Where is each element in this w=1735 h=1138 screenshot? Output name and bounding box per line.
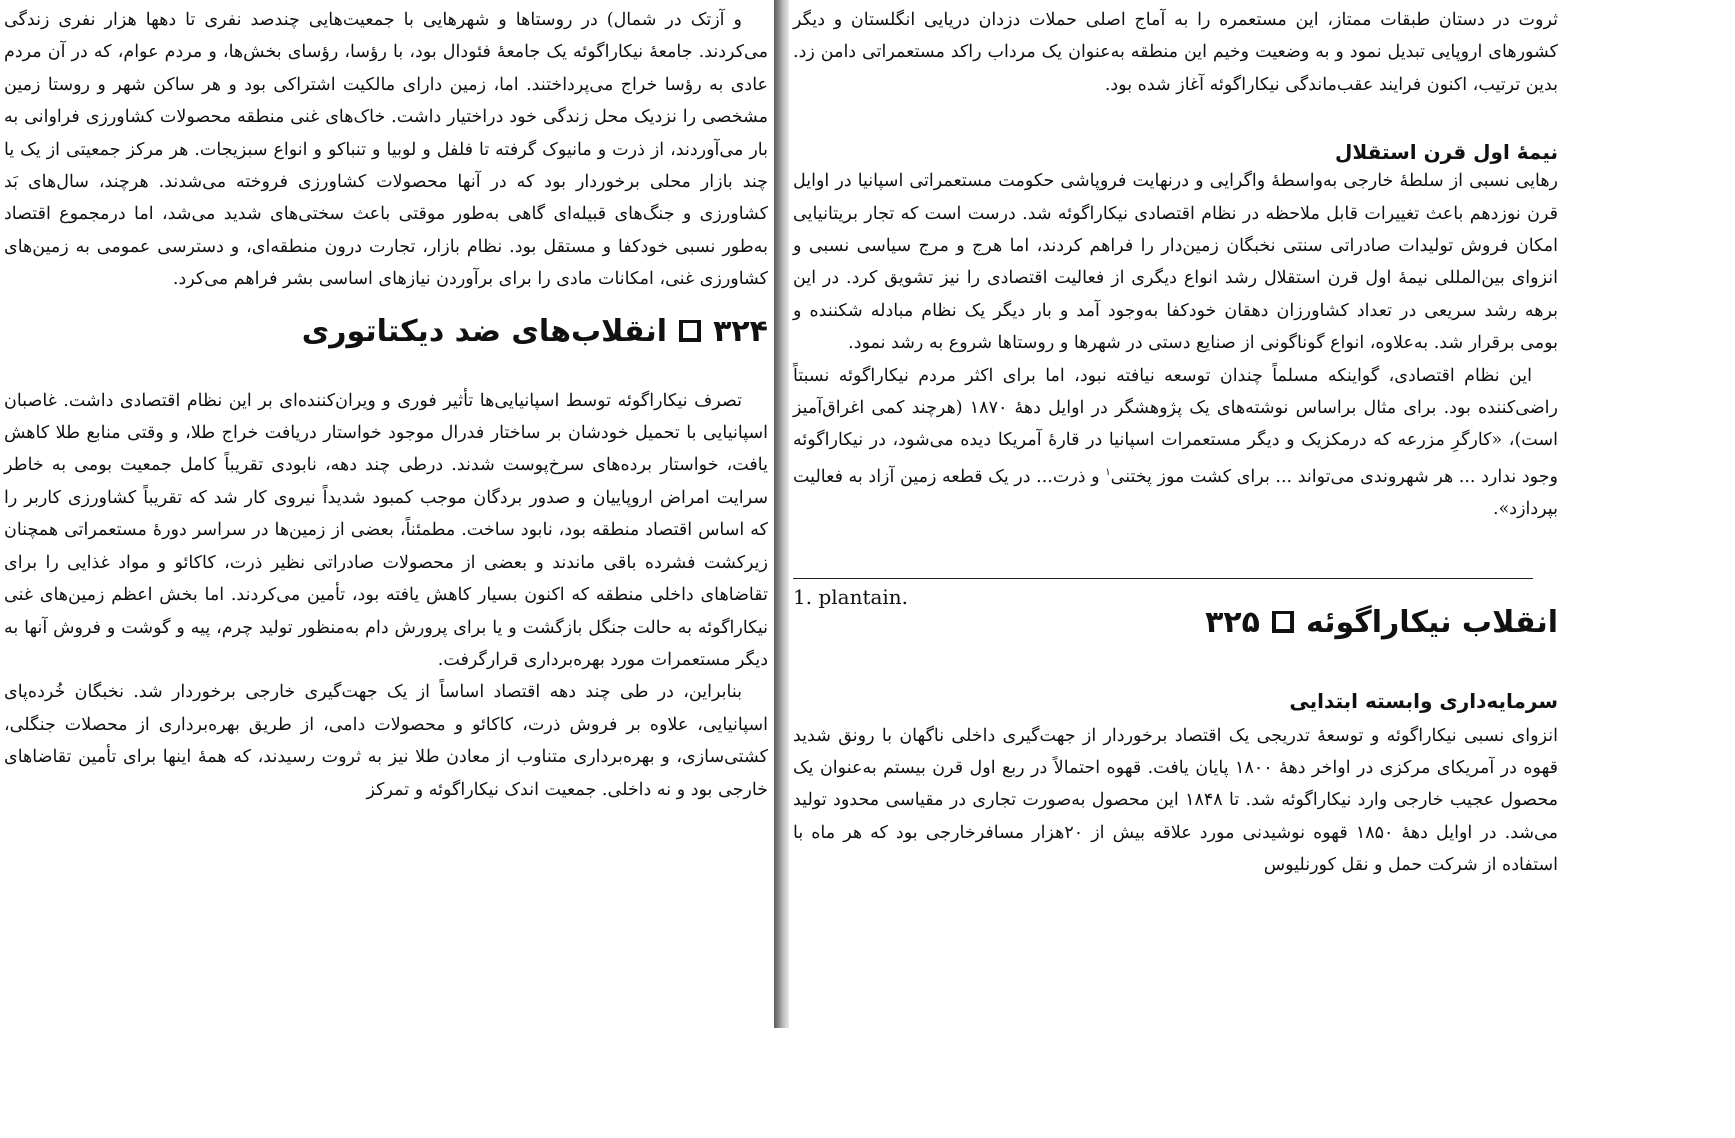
- section-number: ۳۲۵: [1205, 604, 1260, 640]
- book-gutter: [774, 0, 789, 1028]
- left-paragraph-1: و آزتک در شمال) در روستاها و شهرهایی با جمعیت‌هایی چندصد نفری تا دهها هزار نفری زندگی می‌کردند. جامعهٔ نیکاراگوئه یک جامعهٔ فئودال بود، با رؤسا، رؤسای بخش‌ها، و مردم عوام، که در آن مردم عادی به رؤسا خراج می‌پرداختند. اما، زمین دارای مالکیت اشتراکی بود و هر ساکن شهر و روستا زمین مشخصی را نزدیک محل زندگی خود دراختیار داشت. خاک‌های غنی منطقه محصولات کشاورزی فراوانی به بار می‌آوردند، از ذرت و مانیوک گرفته تا فلفل و لوبیا و تنباکو و انواع سبزیجات. هر مرکز جمعیتی از یک یا چند بازار محلی برخوردار بود که در آنها محصولات کشاورزی فروخته می‌شدند. هرچند، سال‌های بَد کشاورزی و جنگ‌های قبیله‌ای گاهی به‌طور موقتی باعث سختی‌های شدید می‌شد، اما درمجموع اقتصاد به‌طور نسبی خودکفا و مستقل بود. نظام بازار، تجارت درون منطقه‌ای، و دسترسی عمومی به زمین‌های کشاورزی غنی، امکانات مادی را برای برآوردن نیازهای اساسی بشر فراهم می‌کرد.: [4, 10, 768, 290]
- left-paragraph-3: بنابراین، در طی چند دهه اقتصاد اساساً از یک جهت‌گیری خارجی برخوردار شد. نخبگان خُرده‌پای اسپانیایی، علاوه بر فروش ذرت، کاکائو و محصولات دامی، از طریق بهره‌برداری از محصلات جنگلی، کشتی‌سازی، و بهره‌برداری متناوب از معادن طلا نیز به ثروت رسیدند، که همهٔ اینها برای تأمین تقاضاهای خارجی بود و نه داخلی. جمعیت اندک نیکاراگوئه و تمرکز: [4, 682, 768, 800]
- subheading-dependent-capitalism: سرمایه‌داری وابسته ابتدایی: [1289, 688, 1558, 713]
- right-page: [789, 0, 1568, 1028]
- left-paragraph-2: تصرف نیکاراگوئه توسط اسپانیایی‌ها تأثیر فوری و ویران‌کننده‌ای بر این نظام اقتصادی داشت. غاصبان اسپانیایی با تحمیل خودشان بر ساختار فدرال موجود خواستار دریافت خراج طلا، و وقتی منابع طلا کاهش یافت، خواستار برده‌های سرخ‌پوست شدند. درطی چند دهه، نابودی تقریباً کامل جمعیت بومی به خاطر سرایت امراض اروپاییان و صدور بردگان موجب کمبود شدیداً نیروی کار شد که تقریباً کشاورزی کاربر را که اساس اقتصاد منطقه بود، نابود ساخت. مطمئناً، بعضی از زمین‌ها در سراسر دورهٔ مستعمراتی همچنان زیرکشت فشرده باقی ماندند و بعضی از محصولات صادراتی نظیر ذرت، کاکائو و مواد غذایی را برای تقاضاهای داخلی منطقه که اکنون بسیار کاهش یافته بود، تأمین می‌کردند. اما بخش اعظم زمین‌های غنی نیکاراگوئه به حالت جنگل بازگشت و یا برای پرورش دام به‌منظور تولید چرم، پیه و گوشت و فروش آنها به دیگر مستعمرات مورد بهره‌برداری قرارگرفت.: [4, 390, 768, 670]
- subheading-independence: نیمهٔ اول قرن استقلال: [1335, 140, 1558, 165]
- section-title: انقلاب نیکاراگوئه: [1306, 604, 1558, 640]
- square-bullet-icon: [1272, 611, 1294, 633]
- section-title: انقلاب‌های ضد دیکتاتوری: [301, 313, 668, 349]
- section-heading-324: [4, 314, 768, 349]
- footnote-reference: ۱: [1105, 466, 1111, 478]
- right-paragraph-3-tail: و ذرت... در یک قطعه زمین آزاد به فعالیت بپردازد».: [793, 466, 1558, 520]
- section-heading-325: [793, 605, 1558, 640]
- left-page: [0, 0, 774, 1028]
- right-paragraph-4: انزوای نسبی نیکاراگوئه و توسعهٔ تدریجی یک اقتصاد برخوردار از جهت‌گیری داخلی ناگهان با رونق شدید قهوه در آمریکای مرکزی در اواخر دههٔ ۱۸۰۰ پایان یافت. قهوه احتمالاً در ربع اول قرن بیستم به‌عنوان یک محصول عجیب خارجی وارد نیکاراگوئه شد. تا ۱۸۴۸ این محصول به‌صورت تجاری در مقیاسی محدود تولید می‌شد. در اوایل دههٔ ۱۸۵۰ قهوه نوشیدنی مورد علاقه بیش از ۲۰هزار مسافرخارجی بود که هر ماه با استفاده از شرکت حمل و نقل کورنلیوس: [793, 725, 1559, 876]
- right-paragraph-1: ثروت در دستان طبقات ممتاز، این مستعمره را به آماج اصلی حملات دزدان دریایی انگلستان و دیگر کشورهای اروپایی تبدیل نمود و به وضعیت وخیم این منطقه به‌عنوان یک مرداب راکد مستعمراتی دامن زد. بدین ترتیب، اکنون فرایند عقب‌ماندگی نیکاراگوئه آغاز شده بود.: [793, 10, 1558, 95]
- right-paragraph-2: رهایی نسبی از سلطهٔ خارجی به‌واسطهٔ واگرایی و درنهایت فروپاشی حکومت مستعمراتی اسپانیا در اوایل قرن نوزدهم باعث تغییرات قابل ملاحظه در نظام اقتصادی نیکاراگوئه شد. درست است که تجار بریتانیایی امکان فروش تولیدات صادراتی سنتی نخبگان زمین‌دار را فراهم کردند، اما هرج و مرج سیاسی نسبی و انزوای بین‌المللی نیمهٔ اول قرن استقلال رشد انواع دیگری از فعالیت اقتصادی را نیز تشویق کرد. در این برهه رشد سریعی در تعداد کشاورزان دهقان خودکفا به‌وجود آمد و بار دیگر یک نظام مبادله شکننده و بومی برقرار شد. به‌علاوه، انواع گوناگونی از صنایع دستی در شهرها و روستاها شروع به رشد نمود.: [793, 171, 1558, 354]
- right-paragraph-3: [793, 360, 1558, 526]
- footnote: 1. plantain.: [793, 584, 909, 609]
- square-bullet-icon: [679, 320, 701, 342]
- section-number: ۳۲۴: [713, 313, 768, 349]
- right-paragraph-3-text: این نظام اقتصادی، گواینکه مسلماً چندان توسعه نیافته نبود، اما برای اکثر مردم نیکاراگوئه نسبتاً راضی‌کننده بود. برای مثال براساس نوشته‌های یک پژوهشگر در اوایل دههٔ ۱۸۷۰ (هرچند کمی اغراق‌آمیز است)، «کارگرِ مزرعه که درمکزیک و دیگر مستعمرات اسپانیا در قارهٔ آمریکا دیده می‌شود، در نیکاراگوئه وجود ندارد ... هر شهروندی می‌تواند ... برای کشت موز پختنی: [793, 365, 1558, 487]
- footnote-divider: [793, 578, 1533, 579]
